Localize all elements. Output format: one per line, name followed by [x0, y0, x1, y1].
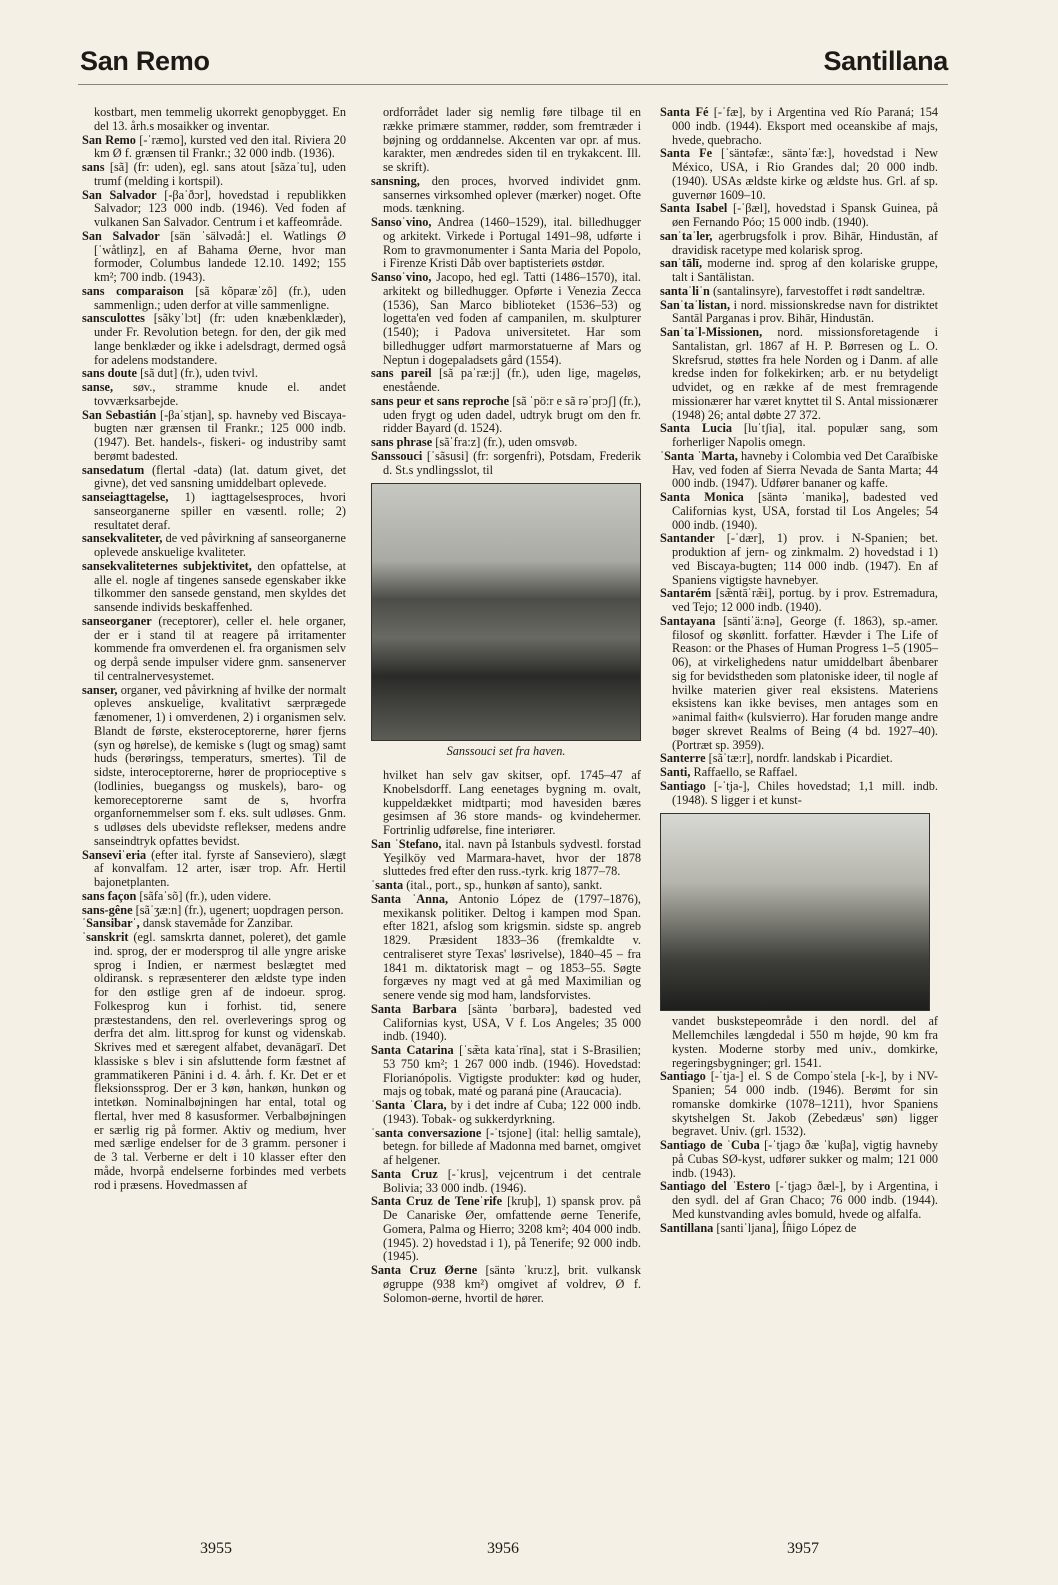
entry	[660, 1070, 938, 1139]
entry-headword: sans phrase	[371, 435, 433, 449]
entry-text: [santiˈljana], Íñigo López de	[713, 1220, 857, 1235]
entry-text: [sã paˈræ:j] (fr.), uden lige, mageløs, enestående.	[383, 366, 642, 394]
entry	[371, 1099, 641, 1127]
entry	[82, 312, 346, 367]
entry-headword: sanser,	[82, 682, 118, 697]
entry-text: [sãfaˈsõ] (fr.), uden videre.	[136, 888, 272, 903]
entry	[660, 1139, 938, 1180]
entry-text: [-ˈdær], 1) prov. i N-Spanien; bet. produktion af jern- og zinkmalm. 2) hovedstad i 1) ved Biscaya-bugten; 114 000 indb. (1947). En af Spaniens vigtigste havnebyer.	[672, 531, 938, 587]
entry	[82, 917, 346, 931]
entry	[82, 615, 346, 684]
entry-text: (flertal -data) (lat. datum givet, det givne), det ved sansning umiddelbart oplevede.	[94, 462, 346, 491]
entry	[371, 175, 641, 216]
sanssouci-photo	[371, 483, 641, 741]
entry	[660, 257, 938, 285]
entry-headword: Santiago del ˈEstero	[660, 1179, 771, 1194]
running-head-left: San Remo	[80, 46, 210, 76]
entry	[660, 491, 938, 532]
entry-text: moderne ind. sprog af den kolariske gruppe, talt i Santālistan.	[672, 256, 938, 284]
entry-text: [sã] (fr: uden), egl. sans atout [sãzaˈtu], uden trumf (melding i kortspil).	[94, 160, 346, 188]
entry-text: [säntiˈä:nə], George (f. 1863), sp.-amer. filosof og skønlitt. forfatter. Hævder i The Life of Reason: or the Phases of Human Progress 1–5 (1905–06), at virkelighedens natur umiddelbart åbenbarer sig for bevidstheden som platoniske ideer, til nogle af hvilke materien giver real eksistens. Materiens eksistens kan ikke bevises, men antages som en »animal faith« (kulsvierro). Har foruden mange andre bøger skrevet Realms of Being (4 bd. 1927–40). (Portræt sp. 3959).	[672, 613, 938, 752]
entry-headword: San Remo	[82, 132, 136, 147]
entry-headword: Santi,	[660, 765, 691, 779]
entry-text: Jacopo, hed egl. Tatti (1486–1570), ital. arkitekt og billedhugger. Opførte i Venezia Zecca (1536), San Marco biblioteket (1536–53) og logetta'en ved foden af campanilen, m. skulpturer (1540); i Padova universitetet. Har som billedhugger udført marmorstatuerne af Mars og Neptun i dogepaladsets gård (1554).	[383, 270, 641, 367]
entry-headword: Sansoˈvino,	[371, 270, 432, 284]
entry	[660, 106, 938, 147]
header-rule	[78, 84, 948, 85]
entry-headword: Santa Lucia	[660, 421, 733, 436]
entry	[660, 202, 938, 230]
entry-text: ordforrådet lader sig nemlig føre tilbage til en række primære stammer, rødder, som fremtræder i bøjning og orddannelse. Akcenten var opr. af mus. karakter, men ændredes siden til en trykakcent. Ill. se skrift).	[383, 105, 641, 174]
page-number-2: 3956	[487, 1540, 519, 1557]
entry-headword: ˈSanta ˈClara,	[371, 1098, 447, 1112]
entry-headword: San Salvador	[82, 228, 160, 243]
entry-headword: ˈSansibarˈ,	[82, 916, 140, 931]
entry-text: (santalinsyre), farvestoffet i rødt sandeltræ.	[709, 283, 926, 298]
entry	[82, 684, 346, 849]
entry	[82, 106, 346, 134]
entry-headword: sans peur et sans reproche	[371, 393, 510, 408]
entry	[371, 367, 641, 395]
entry	[371, 1264, 641, 1305]
entry-text: Antonio López de (1797–1876), mexikansk politiker. Deltog i kampen mod Span. efter 1821, afslog som krigsmin. sidste sp. angreb 1829. Præsident 1833–36 (fremkaldte v. centraliseret styre Texas' løsrivelse), 1840–45 – fra 1841 m. diktatorisk magt – og 1853–55. Søgte forgæves ny magt ved at gå med Maximilian og senere vende sig mod ham, landsforvistes.	[383, 891, 641, 1002]
entry-text: dansk stavemåde for Zanzibar.	[139, 916, 294, 931]
entry-text: ital. navn på Istanbuls sydvestl. forstad Yeşilköy ved Marmara-havet, hvor der 1878 sluttedes fred efter den russ.-tyrk. krig 1877–78.	[383, 836, 641, 879]
entry-text: [säntə ˈmanikə], badested ved Californias kyst, USA, forstad til Los Angeles; 54 000 indb. (1940).	[672, 490, 938, 532]
column-2-bottom	[371, 769, 641, 1305]
entry-headword: sanˈtālī,	[660, 256, 703, 271]
entry-text: 1) iagttagelsesproces, hvori sanseorganerne spiller en væsentl. rolle; 2) resultatet deraf.	[94, 490, 346, 532]
entry	[82, 134, 346, 162]
entry-text: [kruþ], 1) spansk prov. på De Canariske Øer, omfattende øerne Tenerife, Gomera, Palma og Hierro; 3208 km²; 404 000 indb. (1945). 2) hovedstad i 1), på Tenerife; 92 000 indb. (1945).	[383, 1194, 641, 1264]
entry-headword: Santiago	[660, 1069, 706, 1084]
entry	[82, 931, 346, 1192]
page-number-1: 3955	[200, 1540, 232, 1557]
entry-headword: ˈsanta	[371, 878, 404, 892]
page-number-3: 3957	[787, 1540, 819, 1557]
entry-text: [luˈtʃia], ital. populær sang, som forherliger Napolis omegn.	[672, 421, 938, 449]
entry-headword: Sanseviˈeria	[82, 847, 147, 862]
entry	[371, 216, 641, 271]
entry	[371, 838, 641, 879]
entry	[660, 532, 938, 587]
column-3	[660, 106, 938, 1235]
entry-headword: Santillana	[660, 1220, 714, 1235]
entry-headword: Sanssouci	[371, 448, 423, 463]
entry	[82, 409, 346, 464]
column-3-top	[660, 106, 938, 807]
entry-headword: santaˈliˈn	[660, 283, 710, 298]
entry-headword: Santarém	[660, 586, 712, 601]
entry-text: Raffaello, se Raffael.	[690, 765, 798, 779]
entry-text: søv., stramme knude el. andet tovværksarbejde.	[94, 380, 346, 408]
entry	[660, 1180, 938, 1221]
entry-text: [sãˈʒæ:n] (fr.), ugenert; uopdragen person.	[132, 902, 344, 917]
entry-text: hvilket han selv gav skitser, opf. 1745–47 af Knobelsdorff. Lang eenetages bygning m. ovalt, kuppeldækket midtparti; mod havesiden bæres gesimsen af 36 store mands- og kvindehermer. Fortrinlig udførelse, fine interiører.	[383, 768, 641, 837]
entry	[660, 230, 938, 258]
entry-text: den opfattelse, at alle el. nogle af tingenes sansede egenskaber ikke tilkommer den sansede genstand, men skyldes det sansende individs beskaffenhed.	[94, 558, 347, 614]
entry	[660, 1222, 938, 1236]
entry-headword: sansekvaliteternes subjektivitet,	[82, 558, 252, 573]
entry-text: kostbart, men temmelig ukorrekt genopbygget. En del 13. årh.s mosaikker og inventar.	[94, 105, 346, 133]
entry-headword: ˈsanskrit	[82, 930, 129, 944]
entry-text: [sãkyˈlɔt] (fr: uden knæbenklæder), under Fr. Revolution betegn. for den, der gik med lange benklæder og ikke i adelsdragt, dermed også for adelens modstandere.	[94, 311, 346, 367]
entry	[660, 587, 938, 615]
entry-headword: sans pareil	[371, 366, 432, 381]
entry	[82, 381, 346, 409]
entry-headword: Santiago	[660, 778, 706, 793]
entry-text: [sãˈtæ:r], nordfr. landskab i Picardiet.	[705, 751, 893, 766]
entry-text: [säntə ˈkru:z], brit. vulkansk øgruppe (938 km²) omgivet af voldrev, Ø f. Solomon-øerne, hvortil de hører.	[383, 1263, 641, 1305]
entry	[82, 161, 346, 189]
entry-text: agerbrugsfolk i prov. Bihār, Hindustān, af dravidisk racetype med kolarisk sprog.	[672, 228, 938, 257]
entry-text: de ved påvirkning af sanseorganerne oplevede anskuelige kvaliteter.	[94, 531, 346, 559]
entry	[371, 893, 641, 1003]
entry	[660, 766, 938, 780]
entry	[371, 395, 641, 436]
entry-text: [-ˈræmo], kursted ved den ital. Riviera 20 km Ø f. grænsen til Frankr.; 32 000 indb. (1936).	[94, 132, 346, 161]
column-2	[371, 106, 641, 1305]
entry	[660, 147, 938, 202]
entry-text: [säntə ˈbɑrbərə], badested ved Californias kyst, USA, V f. Los Angeles; 35 000 indb. (1940).	[383, 1001, 641, 1044]
entry	[660, 752, 938, 766]
entry	[660, 1015, 938, 1070]
entry	[371, 769, 641, 838]
entry-text: den proces, hvorved individet gnm. sansernes virksomhed oplever (mærker) noget. Ofte mods. tænkning.	[383, 173, 641, 216]
entry-text: [-ˈtsjone] (ital: hellig samtale), betegn. for billede af Madonna med barnet, omgivet af helgener.	[383, 1125, 641, 1167]
entry-text: [sãˈfra:z] (fr.), uden omsvøb.	[432, 435, 578, 449]
entry	[82, 367, 346, 381]
entry-text: (egl. samskrta dannet, poleret), det gamle ind. sprog, der er modersprog til alle yngre ariske sprog i Indien, er nærmest beslægtet med oldiransk. s repræsenterer den ældste type inden for den østlige gren af de indoeur. sprog. Folkesprog kun i forhist. tid, senere præstestandens, den rel. overleverings sprog og derfra det alm. litt.sprog for kunst og videnskab. Skrives med et særegent alfabet, devanāgarī. Det klassiske s blev i sin afsluttende form fæstnet af grammatikeren Pānini i d. 4. årh. f. Kr. Det er et fleksionssprog. Der er 3 køn, hankøn, hunkøn og intetkøn. Nominalbøjningen har ental, total og flertal, hver med 8 kasusformer. Verbalbøjningen er særlig rig på former. Aktiv og medium, hver med særlige endelser for de 3 gramm. personer i de 3 tal. Verberne er delt i 10 klasser efter den måde, hvorpå endelserne forbindes med verbets rod i præsens. Hovedmassen af	[94, 930, 346, 1192]
entry-headword: Santa Monica	[660, 490, 744, 504]
entry-headword: sans doute	[82, 366, 138, 381]
entry-text: Andrea (1460–1529), ital. billedhugger og arkitekt. Virkede i Portugal 1491–98, udførte i Rom to gravmonumenter i Santa Maria del Popolo, i Firenze Kristi Dåb over baptisteriets østdør.	[383, 215, 641, 271]
entry-headword: Santa Cruz de Teneˈrife	[371, 1194, 503, 1209]
entry-headword: Santa Isabel	[660, 201, 728, 216]
entry-text: organer, ved påvirkning af hvilke der normalt opleves anskuelige, kvalitativt særprægede fænomener, 1) i omverdenen, 2) i organismen selv. Blandt de første, eksteroceptorerne, hører fjerns (syn og hørelse), de kemiske s (lugt og smag) samt huds (berøringss, temperaturs, smertes). Til de sidste, interoceptorerne, hører de proprioceptive s (lodlinies, buegangss og muskels), baro- og kemoreceptorerne samt de s, hvorfra organfornemmelser som f. eks. sult udløses. Gnm. s udløses dels ubevidste reflekser, medens andre sanseindtryk opfattes bevidst.	[94, 682, 346, 848]
entry	[82, 285, 346, 313]
photo-caption: Sanssouci set fra haven.	[446, 744, 566, 759]
entry-text: nord. missionsforetagende i Santalistan, grl. 1867 af H. P. Børresen og L. O. Skrefsrud, støttes fra hele Norden og i Danm. af alle kredse inden for folkekirken; arb. er nu betydeligt udvidet, og en række af de mest fremragende missionærer har været knyttet til S. Antal missionærer (1948) 26; antal døbte 27 372.	[672, 325, 938, 422]
entry-headword: Santa Fe	[660, 146, 713, 161]
entry-headword: Santa Fé	[660, 105, 709, 119]
entry-headword: San ˈStefano,	[371, 836, 442, 851]
entry-text: [sã kõparæˈzõ] (fr.), uden sammenlign.; uden derfor at ville sammenligne.	[94, 283, 346, 312]
entry	[371, 1168, 641, 1196]
entry-headword: Santayana	[660, 613, 716, 628]
entry	[82, 230, 346, 285]
entry-headword: Santa Barbara	[371, 1001, 457, 1016]
entry-headword: ˈsanta conversazione	[371, 1125, 482, 1140]
entry	[371, 879, 641, 893]
entry-text: [ˈsãsusi] (fr: sorgenfri), Potsdam, Frederik d. St.s yndlingsslot, til	[383, 448, 641, 477]
entry-headword: Santander	[660, 531, 715, 546]
entry	[371, 1003, 641, 1044]
entry-text: [ˈsæ̃ta kataˈrīna], stat i S-Brasilien; 53 750 km²; 1 267 000 indb. (1946). Hovedstad: Florianópolis. Vigtigste produkter: kød og huder, majs og tobak, maté og paraná pine (Araucacia).	[383, 1043, 642, 1099]
entry-headword: sanseorganer	[82, 613, 152, 628]
entry-text: [-βaˈðɔr], hovedstad i republikken Salvador; 123 000 indb. (1946). Ved foden af vulkanen San Salvador. Centrum i et kaffeområde.	[94, 187, 346, 229]
entry-text: [sã dut] (fr.), uden tvivl.	[137, 366, 258, 381]
running-head-right: Santillana	[823, 46, 948, 76]
entry-text: [-ˈtja-] el. S de Compoˈstela [-k-], by i NV-Spanien; 54 000 indb. (1946). Berømt for sin romanske domkirke (1078–1211), hvor Spaniens skytshelgen St. Jakob (Zebedæus' søn) ligger begravet. Univ. (grl. 1532).	[672, 1069, 938, 1139]
entry-headword: sansekvaliteter,	[82, 531, 163, 546]
entry-headword: Sanˈtaˈl-Missionen,	[660, 325, 763, 339]
entry-text: [-ˈfæ], by i Argentina ved Río Paraná; 154 000 indb. (1944). Eksport med oceanskibe af majs, hvede, quebracho.	[672, 105, 938, 147]
entry	[371, 271, 641, 367]
entry-headword: sanseiagttagelse,	[82, 490, 169, 504]
entry	[660, 615, 938, 753]
entry-headword: San Salvador	[82, 187, 157, 202]
entry	[371, 1044, 641, 1099]
entry-headword: sansedatum	[82, 462, 145, 477]
entry-headword: sans	[82, 160, 105, 174]
column-3-bottom	[660, 1015, 938, 1235]
entry-headword: Sanˈtaˈlistan,	[660, 297, 731, 312]
entry	[371, 106, 641, 175]
column-2-top	[371, 106, 641, 477]
entry-headword: sansning,	[371, 173, 420, 188]
entry-text: [sän ˈsälvədå:] el. Watlings Ø [ˈwåtliŋz], en af Bahama Øerne, hvor man formoder, Columbus landede 12.10. 1492; 155 km²; 700 indb. (1943).	[94, 228, 347, 284]
entry-text: [-ˈtjagɔ ðæ ˈkuβa], vigtig havneby på Cubas SØ-kyst, udfører sukker og malm; 121 000 indb. (1943).	[672, 1138, 938, 1180]
entry-headword: sans-gêne	[82, 902, 133, 917]
entry	[371, 450, 641, 478]
entry-text: (ital., port., sp., hunkøn af santo), sankt.	[403, 878, 603, 892]
entry-text: (receptorer), celler el. hele organer, der er i stand til at reagere på irritamenter kommende fra omverdenen el. fra organismen selv og derpå sende impulser videre gnm. sansenerver til centralnervesystemet.	[94, 613, 346, 683]
entry	[82, 491, 346, 532]
entry-text: [-ˈkrus], vejcentrum i det centrale Bolivia; 33 000 indb. (1946).	[383, 1166, 642, 1195]
entry-headword: sanse,	[82, 380, 114, 394]
entry-text: [-βaˈstjan], sp. havneby ved Biscaya-bugten nær grænsen til Frankr.; 125 000 indb. (1947). Bet. handels-, fiskeri- og industriby samt berømt badested.	[94, 407, 346, 463]
entry-headword: sansculottes	[82, 311, 145, 326]
entry-text: [-ˈtjagɔ ðæl-], by i Argentina, i den sydl. del af Gran Chaco; 76 000 indb. (1944). Med kunstvanding avles bomuld, hvede og alfalfa.	[672, 1179, 938, 1221]
entry-headword: Santa Catarina	[371, 1043, 454, 1057]
entry	[371, 1127, 641, 1168]
entry-text: i nord. missionskredse navn for distriktet Santāl Parganas i prov. Bihār, Hindustān.	[672, 297, 938, 326]
entry	[82, 890, 346, 904]
entry-text: [sæ̃ntāˈræ̃i], portug. by i prov. Estremadura, ved Tejo; 12 000 indb. (1940).	[672, 586, 938, 614]
entry-text: (efter ital. fyrste af Sanseviero), slægt af konvalfam. 12 arter, især trop. Afr. Hertil bajonetplanten.	[94, 847, 346, 889]
column-1	[82, 106, 346, 1192]
entry	[82, 849, 346, 890]
santiago-photo	[660, 813, 930, 1011]
entry-text: [-ˈtja-], Chiles hovedstad; 1,1 mill. indb. (1948). S ligger i et kunst-	[672, 778, 938, 807]
entry-headword: Santerre	[660, 751, 706, 766]
entry-headword: Santiago de ˈCuba	[660, 1138, 760, 1152]
entry-headword: Santa Cruz Øerne	[371, 1263, 478, 1277]
entry-headword: ˈSanta ˈMarta,	[660, 448, 738, 463]
entry	[660, 285, 938, 299]
entry	[82, 532, 346, 560]
entry-headword: Santa Cruz	[371, 1166, 438, 1181]
entry-text: [ˈsäntəfæ:, säntəˈfæ:], hovedstad i New México, USA, i Rio Grandes dal; 20 000 indb. (1940). USAs ældste kirke og ældste hus. Grl. af sp. guvernør 1609–10.	[672, 146, 938, 202]
entry	[82, 560, 346, 615]
entry	[82, 464, 346, 492]
entry	[660, 780, 938, 808]
entry-headword: sans façon	[82, 888, 137, 903]
entry-text: havneby i Colombia ved Det Caraïbiske Hav, ved foden af Sierra Nevada de Santa Marta; 44 000 indb. (1947). Udfører bananer og kaffe.	[672, 448, 938, 491]
entry	[82, 904, 346, 918]
entry-text: vandet buskstepeområde i den nordl. del af Mellemchiles længdedal i 550 m højde, 90 km fra kysten. Moderne storby med univ., domkirke, regeringsbygninger; grl. 1541.	[672, 1014, 938, 1070]
entry-headword: sans comparaison	[82, 283, 184, 298]
entry-headword: Sansoˈvino,	[371, 215, 432, 229]
entry	[371, 436, 641, 450]
entry	[371, 1195, 641, 1264]
entry-text: [sã ˈpö:r e sã rəˈprɔʃ] (fr.), uden frygt og uden dadel, udtryk brugt om den fr. ridder Bayard (d. 1524).	[383, 393, 641, 436]
entry	[660, 422, 938, 450]
entry-text: [-ˈβæl], hovedstad i Spansk Guinea, på øen Fernando Póo; 15 000 indb. (1940).	[672, 201, 938, 229]
entry	[660, 326, 938, 422]
entry-headword: Santa ˈAnna,	[371, 891, 449, 906]
entry	[660, 299, 938, 327]
entry	[660, 450, 938, 491]
entry-text: by i det indre af Cuba; 122 000 indb. (1943). Tobak- og sukkerdyrkning.	[383, 1098, 641, 1126]
entry-headword: sanˈtaˈler,	[660, 228, 713, 243]
entry	[82, 189, 346, 230]
entry-headword: San Sebastián	[82, 407, 157, 422]
